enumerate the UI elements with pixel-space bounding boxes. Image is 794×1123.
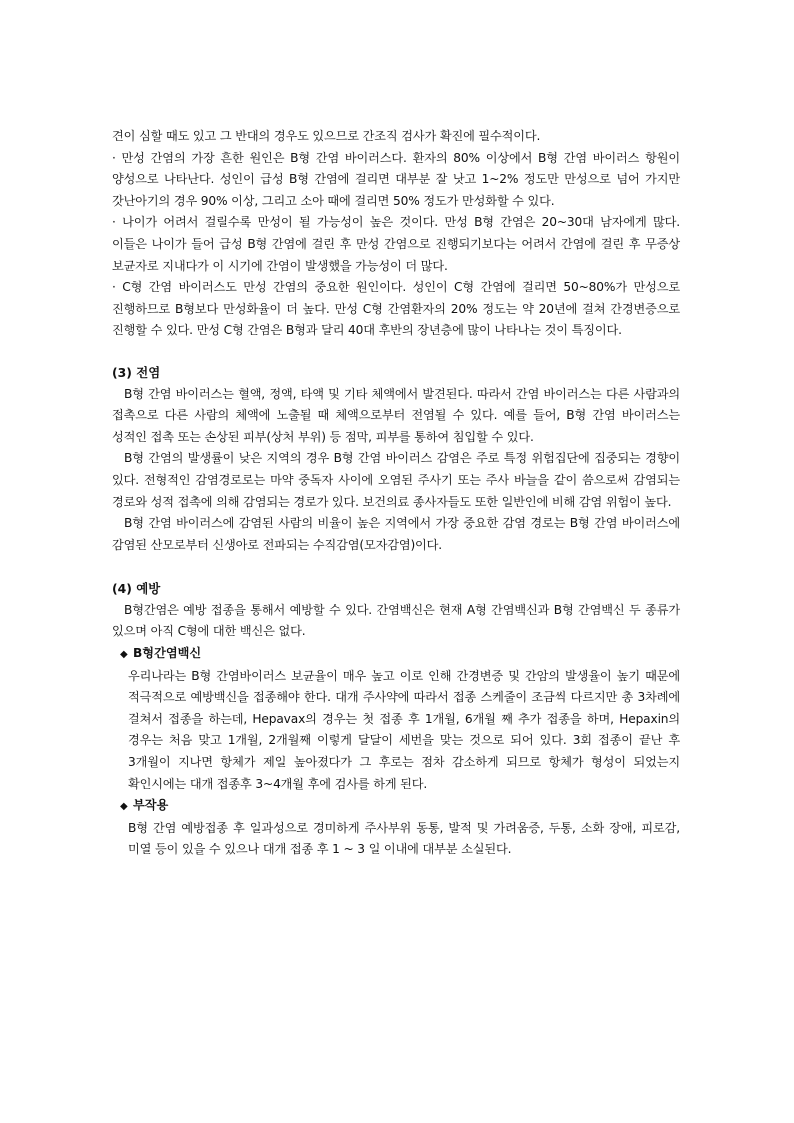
vaccine-body: 우리나라는 B형 간염바이러스 보균율이 매우 높고 이로 인해 간경변증 및 간암의 발생율이 높기 때문에 적극적으로 예방백신을 접종해야 한다. 대개 주사약에 따라서 접종 스케줄이 조금씩 다르지만 총 3차례에 걸쳐서 접종을 하는데, Hepavax의 경우는 첫 접종 후 1개월, 6개월 째 추가 접종을 하며, Hepaxin의 경우는 처음 맞고 1개월, 2개월째 이렇게 달달이 세번을 맞는 것으로 되어 있다. 3회 접종이 끝난 후 3개월이 지나면 항체가 제일 높아졌다가 그 후로는 점차 감소하게 되므로 항체가 형성이 되었는지 확인시에는 대개 접종후 3~4개월 후에 검사를 하게 된다. — [128, 668, 680, 791]
intro-bullet-1: · 만성 간염의 가장 흔한 원인은 B형 간염 바이러스다. 환자의 80% 이상에서 B형 간염 바이러스 항원이 양성으로 나타난다. 성인이 급성 B형 간염에 걸리면 대부분 잘 낫고 1~2% 정도만 만성으로 넘어 가지만 갓난아기의 경우 90% 이상, 그리고 소아 때에 걸리면 50% 정도가 만성화할 수 있다. — [112, 150, 680, 208]
vaccine-subheading — [112, 643, 680, 666]
diamond-bullet-icon: ◆ — [120, 649, 128, 661]
section-3-title: (3) 전염 — [112, 364, 161, 380]
side-effects-subheading — [112, 795, 680, 818]
vaccine-subheading-label: B형간염백신 — [133, 646, 202, 661]
intro-bullet-2: · 나이가 어려서 걸릴수록 만성이 될 가능성이 높은 것이다. 만성 B형 간염은 20~30대 남자에게 많다. 이들은 나이가 들어 급성 B형 간염에 걸린 후 만성 간염으로 진행되기보다는 어려서 간염에 걸린 후 무증상 보균자로 지내다가 이 시기에 간염이 발생했을 가능성이 더 많다. — [112, 215, 680, 273]
document-page — [112, 126, 680, 861]
intro-continuation: 견이 심할 때도 있고 그 반대의 경우도 있으므로 간조직 검사가 확진에 필수적이다. — [112, 129, 541, 143]
section-4-intro: B형간염은 예방 접종을 통해서 예방할 수 있다. 간염백신은 현재 A형 간염백신과 B형 간염백신 두 종류가 있으며 아직 C형에 대한 백신은 없다. — [112, 602, 680, 639]
section-4-title: (4) 예방 — [112, 581, 161, 597]
vaccine-body-block — [112, 666, 680, 796]
section-3-paragraph-3: B형 간염 바이러스에 감염된 사람의 비율이 높은 지역에서 가장 중요한 감염 경로는 B형 간염 바이러스에 감염된 산모로부터 신생아로 전파되는 수직감염(모자감염)이다. — [112, 516, 680, 552]
section-3-paragraph-1: B형 간염 바이러스는 혈액, 정액, 타액 및 기타 체액에서 발견된다. 따라서 간염 바이러스는 다른 사람과의 접촉으로 다른 사람의 체액에 노출될 때 체액으로부터 전염될 수 있다. 예를 들어, B형 간염 바이러스는 성적인 접촉 또는 손상된 피부(상처 부위) 등 점막, 피부를 통하여 침입할 수 있다. — [112, 386, 680, 444]
section-3-paragraph-2: B형 간염의 발생률이 낮은 지역의 경우 B형 간염 바이러스 감염은 주로 특정 위험집단에 집중되는 경향이 있다. 전형적인 감염경로로는 마약 중독자 사이에 오염된 주사기 또는 주사 바늘을 같이 씀으로써 감염되는 경로와 성적 접촉에 의해 감염되는 경로가 있다. 보건의료 종사자들도 또한 일반인에 비해 감염 위험이 높다. — [112, 451, 680, 509]
side-effects-body: B형 간염 예방접종 후 일과성으로 경미하게 주사부위 동통, 발적 및 가려움증, 두통, 소화 장애, 피로감, 미열 등이 있을 수 있으나 대개 접종 후 1 ~ 3 일 이내에 대부분 소실된다. — [128, 820, 680, 857]
side-effects-body-block — [112, 818, 680, 861]
intro-bullet-3: · C형 간염 바이러스도 만성 간염의 중요한 원인이다. 성인이 C형 간염에 걸리면 50~80%가 만성으로 진행하므로 B형보다 만성화율이 더 높다. 만성 C형 간염환자의 20% 정도는 약 20년에 걸쳐 간경변증으로 진행할 수 있다. 만성 C형 간염은 B형과 달리 40대 후반의 장년층에 많이 나타나는 것이 특징이다. — [112, 280, 680, 338]
side-effects-subheading-label: 부작용 — [133, 798, 169, 813]
diamond-bullet-icon: ◆ — [120, 801, 128, 813]
